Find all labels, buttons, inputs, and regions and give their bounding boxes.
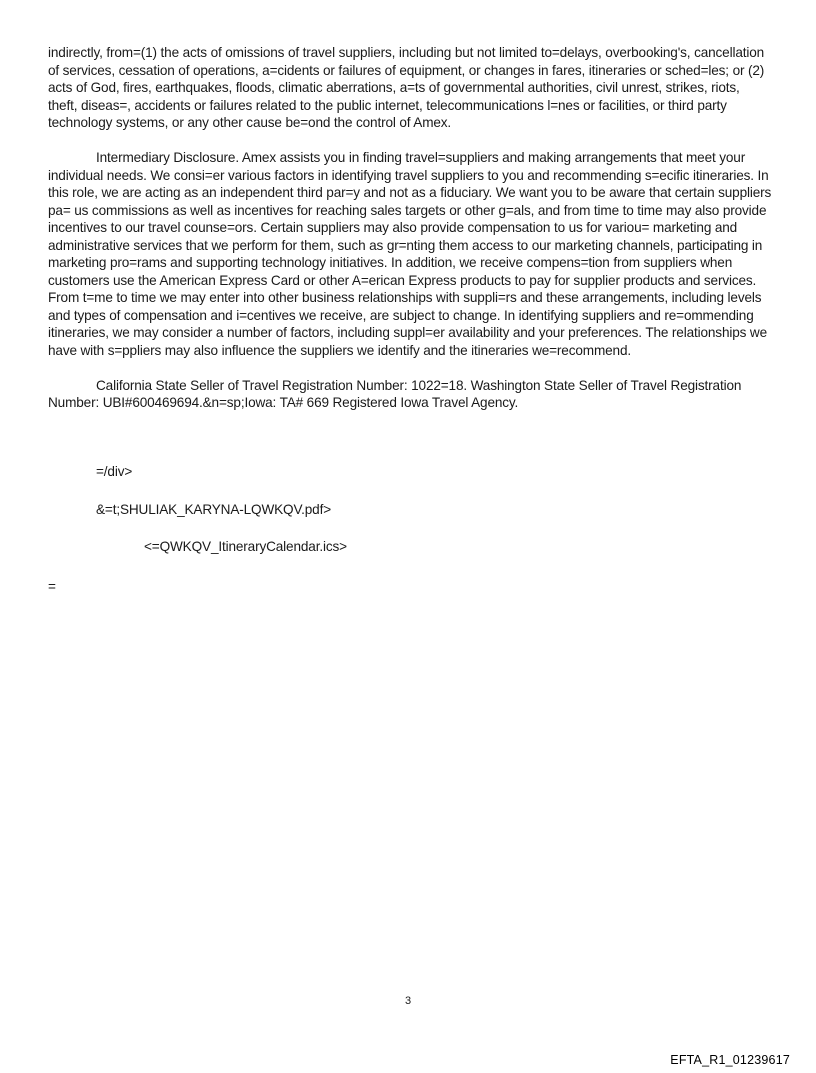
paragraph-intermediary-disclosure: Intermediary Disclosure. Amex assists you in finding travel=suppliers and making arrangements that meet your individual needs. We consi=er various factors in identifying travel suppliers to you and recommending s=ecific itineraries. In this role, we are acting as an independent third par=y and not as a fiduciary. We want you to be aware that certain suppliers pa= us commissions as well as incentives for reaching sales targets or other g=als, and from time to time may also provide incentives to our travel counse=ors. Certain suppliers may also provide compensation to us for variou= marketing and administrative services that we perform for them, such as gr=nting them access to our marketing channels, participating in marketing pro=rams and supporting technology initiatives. In addition, we receive compens=tion from suppliers when customers use the American Express Card or other A=erican Express products to pay for supplier products and services. From t=me to time we may enter into other business relationships with suppli=rs and these arrangements, including levels and types of compensation and i=centives we receive, are subject to change. In identifying suppliers and re=ommending itineraries, we may consider a number of factors, including suppl=er availability and your preferences. The relationships we have with s=ppliers may also influence the suppliers we identify and the itineraries we=recommend. bbox=[48, 150, 772, 358]
attachment-ics-link[interactable]: <=QWKQV_ItineraryCalendar.ics> bbox=[144, 539, 347, 554]
paragraph-registration: California State Seller of Travel Registration Number: 1022=18. Washington State Seller of Travel Registration Number: UBI#600469694.&n=sp;Iowa: TA# 669 Registered Iowa Travel Agency. bbox=[48, 377, 742, 410]
document-id: EFTA_R1_01239617 bbox=[670, 1053, 790, 1067]
div-close-text: =/div> bbox=[96, 464, 133, 479]
trailing-equals: = bbox=[48, 578, 56, 594]
attachment-pdf-link[interactable]: &=t;SHULIAK_KARYNA-LQWKQV.pdf> bbox=[96, 501, 332, 517]
document-body bbox=[48, 44, 772, 613]
spacer bbox=[48, 429, 772, 463]
page-number: 3 bbox=[404, 995, 412, 1007]
paragraph-liability: indirectly, from=(1) the acts of omissions of travel suppliers, including but not limited to=delays, overbooking's, cancellation of services, cessation of operations, a=cidents or failures of equipment, or changes in fares, itineraries or sched=les; or (2) acts of God, fires, earthquakes, floods, climatic aberrations, a=ts of governmental authorities, civil unrest, strikes, riots, theft, diseas=, accidents or failures related to the public internet, telecommunications l=nes or facilities, or third party technology systems, or any other cause be=ond the control of Amex. bbox=[48, 45, 765, 130]
